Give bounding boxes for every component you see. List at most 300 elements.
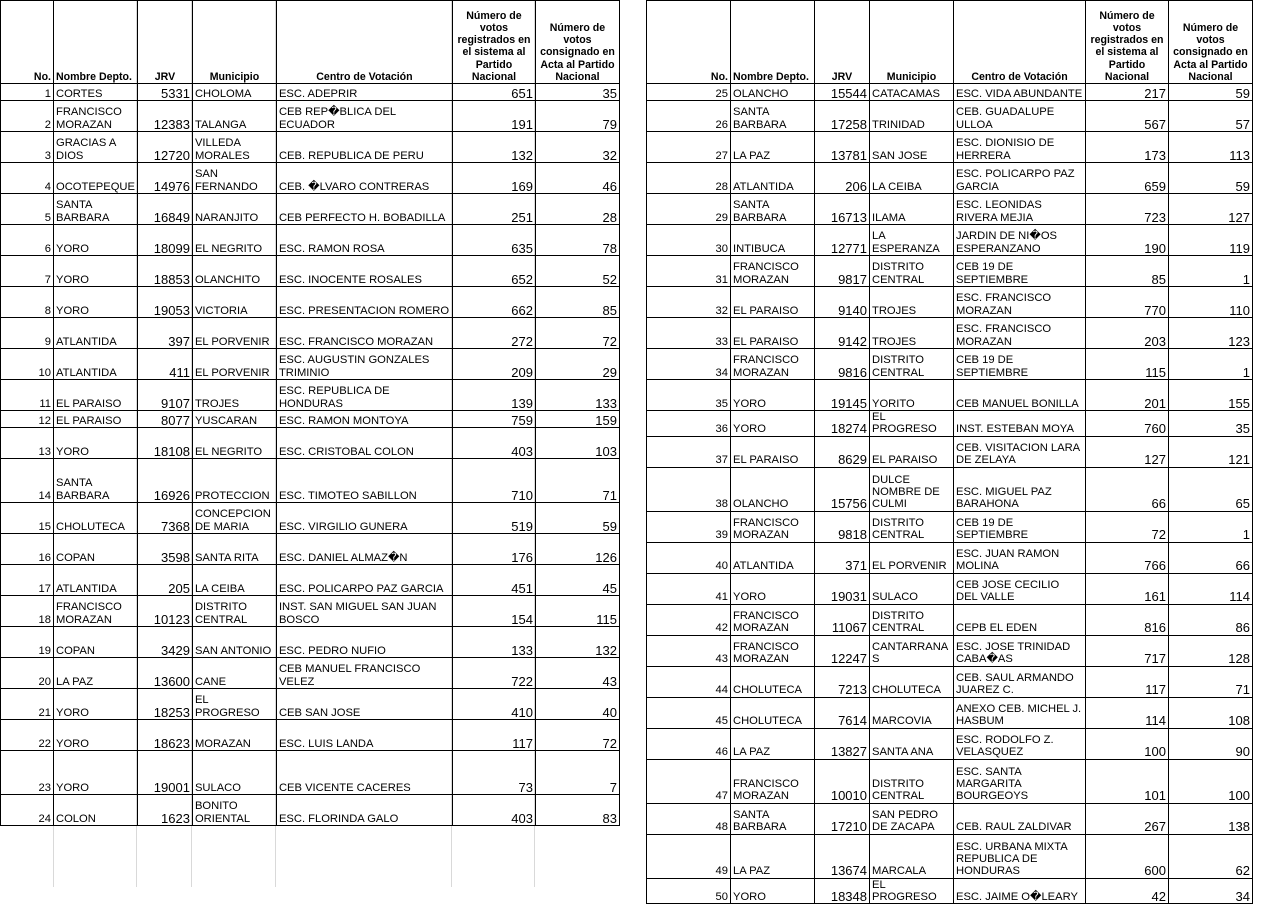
row-registrados: 662 bbox=[452, 287, 535, 318]
row-centro: ESC. FRANCISCO MORAZAN bbox=[954, 287, 1086, 318]
row-municipio: SULACO bbox=[870, 573, 954, 604]
header-centro: Centro de Votación bbox=[954, 1, 1086, 84]
row-no: 1 bbox=[1, 84, 54, 101]
row-municipio: SAN ANTONIO bbox=[192, 627, 276, 658]
header-consignado: Número de votos consignado en Acta al Partido Nacional bbox=[1169, 1, 1253, 84]
table-row bbox=[1, 689, 620, 720]
row-no: 9 bbox=[1, 318, 54, 349]
table-row bbox=[647, 511, 1253, 542]
row-registrados: 133 bbox=[452, 627, 535, 658]
table-row bbox=[1, 256, 620, 287]
row-centro: ESC. RAMON MONTOYA bbox=[276, 411, 452, 428]
row-municipio: SAN FERNANDO bbox=[192, 163, 276, 194]
row-jrv: 10010 bbox=[815, 759, 870, 803]
row-consignado: 159 bbox=[535, 411, 619, 428]
row-consignado: 71 bbox=[1169, 666, 1253, 697]
row-municipio: EL PROGRESO bbox=[870, 411, 954, 437]
table-row bbox=[1, 627, 620, 658]
row-depto: FRANCISCO MORAZAN bbox=[731, 604, 815, 635]
row-no: 20 bbox=[1, 658, 54, 689]
row-consignado: 121 bbox=[1169, 436, 1253, 467]
row-centro: INST. SAN MIGUEL SAN JUAN BOSCO bbox=[276, 596, 452, 627]
row-municipio: LA ESPERANZA bbox=[870, 225, 954, 256]
row-centro: CEB 19 DE SEPTIEMBRE bbox=[954, 256, 1086, 287]
row-jrv: 12720 bbox=[137, 132, 192, 163]
row-depto: YORO bbox=[54, 428, 138, 459]
row-depto: EL PARAISO bbox=[731, 287, 815, 318]
row-consignado: 115 bbox=[535, 596, 619, 627]
row-jrv: 7614 bbox=[815, 697, 870, 728]
row-registrados: 201 bbox=[1086, 380, 1169, 411]
row-municipio: TROJES bbox=[870, 318, 954, 349]
row-registrados: 760 bbox=[1086, 411, 1169, 437]
row-centro: ESC. REPUBLICA DE HONDURAS bbox=[276, 380, 452, 411]
row-jrv: 19001 bbox=[137, 751, 192, 795]
row-no: 47 bbox=[647, 759, 731, 803]
row-no: 42 bbox=[647, 604, 731, 635]
row-consignado: 126 bbox=[535, 534, 619, 565]
table-row bbox=[1, 428, 620, 459]
row-consignado: 132 bbox=[535, 627, 619, 658]
row-municipio: EL PROGRESO bbox=[192, 689, 276, 720]
row-registrados: 161 bbox=[1086, 573, 1169, 604]
row-depto: INTIBUCA bbox=[731, 225, 815, 256]
row-municipio: DULCE NOMBRE DE CULMI bbox=[870, 467, 954, 511]
row-jrv: 10123 bbox=[137, 596, 192, 627]
row-registrados: 722 bbox=[452, 658, 535, 689]
row-consignado: 103 bbox=[535, 428, 619, 459]
header-depto: Nombre Depto. bbox=[731, 1, 815, 84]
row-depto: COPAN bbox=[54, 534, 138, 565]
row-consignado: 62 bbox=[1169, 834, 1253, 878]
row-depto: CORTES bbox=[54, 84, 138, 101]
row-consignado: 59 bbox=[535, 503, 619, 534]
row-jrv: 8629 bbox=[815, 436, 870, 467]
row-centro: CEB. �LVARO CONTRERAS bbox=[276, 163, 452, 194]
row-centro: CEB MANUEL FRANCISCO VELEZ bbox=[276, 658, 452, 689]
row-consignado: 1 bbox=[1169, 511, 1253, 542]
row-no: 19 bbox=[1, 627, 54, 658]
row-municipio: CANE bbox=[192, 658, 276, 689]
row-no: 35 bbox=[647, 380, 731, 411]
row-consignado: 110 bbox=[1169, 287, 1253, 318]
row-consignado: 79 bbox=[535, 101, 619, 132]
table-row bbox=[1, 459, 620, 503]
row-depto: FRANCISCO MORAZAN bbox=[731, 635, 815, 666]
row-depto: GRACIAS A DIOS bbox=[54, 132, 138, 163]
row-no: 34 bbox=[647, 349, 731, 380]
row-jrv: 16713 bbox=[815, 194, 870, 225]
row-depto: SANTA BARBARA bbox=[731, 803, 815, 834]
row-no: 22 bbox=[1, 720, 54, 751]
row-municipio: MARCOVIA bbox=[870, 697, 954, 728]
row-no: 46 bbox=[647, 728, 731, 759]
row-no: 39 bbox=[647, 511, 731, 542]
row-consignado: 113 bbox=[1169, 132, 1253, 163]
row-depto: SANTA BARBARA bbox=[54, 194, 138, 225]
row-depto: OCOTEPEQUE bbox=[54, 163, 138, 194]
row-centro: CEB 19 DE SEPTIEMBRE bbox=[954, 349, 1086, 380]
header-jrv: JRV bbox=[815, 1, 870, 84]
row-centro: ESC. TIMOTEO SABILLON bbox=[276, 459, 452, 503]
row-no: 7 bbox=[1, 256, 54, 287]
table-row bbox=[1, 751, 620, 795]
row-consignado: 133 bbox=[535, 380, 619, 411]
table-row bbox=[647, 573, 1253, 604]
table-row bbox=[647, 759, 1253, 803]
table-row bbox=[647, 728, 1253, 759]
row-consignado: 35 bbox=[1169, 411, 1253, 437]
row-jrv: 17258 bbox=[815, 101, 870, 132]
row-consignado: 29 bbox=[535, 349, 619, 380]
table-row bbox=[1, 411, 620, 428]
row-no: 50 bbox=[647, 878, 731, 904]
row-jrv: 13600 bbox=[137, 658, 192, 689]
table-row bbox=[647, 467, 1253, 511]
table-row bbox=[647, 542, 1253, 573]
row-consignado: 28 bbox=[535, 194, 619, 225]
row-centro: ESC. DIONISIO DE HERRERA bbox=[954, 132, 1086, 163]
row-registrados: 101 bbox=[1086, 759, 1169, 803]
row-consignado: 114 bbox=[1169, 573, 1253, 604]
row-municipio: MARCALA bbox=[870, 834, 954, 878]
row-jrv: 12247 bbox=[815, 635, 870, 666]
row-depto: SANTA BARBARA bbox=[731, 101, 815, 132]
table-row bbox=[647, 697, 1253, 728]
row-consignado: 138 bbox=[1169, 803, 1253, 834]
row-centro: ESC. RODOLFO Z. VELASQUEZ bbox=[954, 728, 1086, 759]
row-centro: ESC. PRESENTACION ROMERO bbox=[276, 287, 452, 318]
row-no: 31 bbox=[647, 256, 731, 287]
row-jrv: 16926 bbox=[137, 459, 192, 503]
row-centro: ANEXO CEB. MICHEL J. HASBUM bbox=[954, 697, 1086, 728]
table-row bbox=[1, 534, 620, 565]
row-no: 36 bbox=[647, 411, 731, 437]
row-depto: FRANCISCO MORAZAN bbox=[731, 759, 815, 803]
row-registrados: 66 bbox=[1086, 467, 1169, 511]
row-consignado: 72 bbox=[535, 720, 619, 751]
table-row bbox=[647, 635, 1253, 666]
row-no: 29 bbox=[647, 194, 731, 225]
row-depto: COPAN bbox=[54, 627, 138, 658]
table-row bbox=[1, 658, 620, 689]
row-registrados: 127 bbox=[1086, 436, 1169, 467]
row-jrv: 18623 bbox=[137, 720, 192, 751]
row-registrados: 217 bbox=[1086, 84, 1169, 101]
right-table bbox=[646, 0, 1253, 904]
row-consignado: 34 bbox=[1169, 878, 1253, 904]
row-depto: LA PAZ bbox=[731, 728, 815, 759]
row-jrv: 13781 bbox=[815, 132, 870, 163]
row-no: 33 bbox=[647, 318, 731, 349]
row-consignado: 127 bbox=[1169, 194, 1253, 225]
row-depto: EL PARAISO bbox=[54, 380, 138, 411]
table-row bbox=[647, 803, 1253, 834]
row-no: 32 bbox=[647, 287, 731, 318]
row-jrv: 19145 bbox=[815, 380, 870, 411]
row-no: 16 bbox=[1, 534, 54, 565]
row-municipio: ILAMA bbox=[870, 194, 954, 225]
table-row bbox=[647, 225, 1253, 256]
table-row bbox=[647, 84, 1253, 101]
row-consignado: 128 bbox=[1169, 635, 1253, 666]
row-centro: ESC. JUAN RAMON MOLINA bbox=[954, 542, 1086, 573]
row-municipio: NARANJITO bbox=[192, 194, 276, 225]
table-row bbox=[1, 503, 620, 534]
row-no: 6 bbox=[1, 225, 54, 256]
row-consignado: 32 bbox=[535, 132, 619, 163]
row-municipio: EL PARAISO bbox=[870, 436, 954, 467]
row-jrv: 18099 bbox=[137, 225, 192, 256]
row-consignado: 123 bbox=[1169, 318, 1253, 349]
row-municipio: DISTRITO CENTRAL bbox=[870, 349, 954, 380]
row-centro: ESC. MIGUEL PAZ BARAHONA bbox=[954, 467, 1086, 511]
row-consignado: 66 bbox=[1169, 542, 1253, 573]
row-consignado: 83 bbox=[535, 795, 619, 826]
header-row bbox=[647, 1, 1253, 84]
row-municipio: OLANCHITO bbox=[192, 256, 276, 287]
row-centro: ESC. SANTA MARGARITA BOURGEOYS bbox=[954, 759, 1086, 803]
row-depto: YORO bbox=[54, 751, 138, 795]
row-municipio: VILLEDA MORALES bbox=[192, 132, 276, 163]
row-jrv: 5331 bbox=[137, 84, 192, 101]
row-registrados: 766 bbox=[1086, 542, 1169, 573]
row-consignado: 59 bbox=[1169, 84, 1253, 101]
row-registrados: 710 bbox=[452, 459, 535, 503]
row-centro: CEB MANUEL BONILLA bbox=[954, 380, 1086, 411]
row-depto: YORO bbox=[731, 411, 815, 437]
row-centro: CEB. REPUBLICA DE PERU bbox=[276, 132, 452, 163]
row-centro: ESC. URBANA MIXTA REPUBLICA DE HONDURAS bbox=[954, 834, 1086, 878]
header-no: No. bbox=[1, 1, 54, 84]
header-jrv: JRV bbox=[137, 1, 192, 84]
row-municipio: SULACO bbox=[192, 751, 276, 795]
table-row bbox=[1, 194, 620, 225]
row-registrados: 403 bbox=[452, 795, 535, 826]
row-no: 45 bbox=[647, 697, 731, 728]
row-municipio: DISTRITO CENTRAL bbox=[192, 596, 276, 627]
row-jrv: 19053 bbox=[137, 287, 192, 318]
row-depto: YORO bbox=[54, 256, 138, 287]
row-municipio: SANTA RITA bbox=[192, 534, 276, 565]
row-registrados: 117 bbox=[1086, 666, 1169, 697]
row-registrados: 519 bbox=[452, 503, 535, 534]
row-jrv: 9816 bbox=[815, 349, 870, 380]
row-registrados: 723 bbox=[1086, 194, 1169, 225]
row-centro: ESC. FRANCISCO MORAZAN bbox=[276, 318, 452, 349]
row-municipio: EL PORVENIR bbox=[192, 349, 276, 380]
row-consignado: 119 bbox=[1169, 225, 1253, 256]
row-registrados: 403 bbox=[452, 428, 535, 459]
row-municipio: YUSCARAN bbox=[192, 411, 276, 428]
row-no: 49 bbox=[647, 834, 731, 878]
row-no: 38 bbox=[647, 467, 731, 511]
row-jrv: 11067 bbox=[815, 604, 870, 635]
row-registrados: 169 bbox=[452, 163, 535, 194]
row-centro: CEB 19 DE SEPTIEMBRE bbox=[954, 511, 1086, 542]
row-depto: CHOLUTECA bbox=[54, 503, 138, 534]
row-depto: CHOLUTECA bbox=[731, 666, 815, 697]
row-no: 21 bbox=[1, 689, 54, 720]
row-centro: CEB. GUADALUPE ULLOA bbox=[954, 101, 1086, 132]
row-municipio: DISTRITO CENTRAL bbox=[870, 256, 954, 287]
table-row bbox=[1, 287, 620, 318]
row-centro: CEB PERFECTO H. BOBADILLA bbox=[276, 194, 452, 225]
row-municipio: EL NEGRITO bbox=[192, 428, 276, 459]
row-consignado: 100 bbox=[1169, 759, 1253, 803]
row-municipio: SAN PEDRO DE ZACAPA bbox=[870, 803, 954, 834]
row-municipio: PROTECCION bbox=[192, 459, 276, 503]
row-registrados: 770 bbox=[1086, 287, 1169, 318]
row-registrados: 410 bbox=[452, 689, 535, 720]
row-municipio: CANTARRANA S bbox=[870, 635, 954, 666]
table-row bbox=[1, 318, 620, 349]
header-registrados: Número de votos registrados en el sistema al Partido Nacional bbox=[1086, 1, 1169, 84]
row-depto: EL PARAISO bbox=[731, 318, 815, 349]
table-row bbox=[1, 84, 620, 101]
row-no: 24 bbox=[1, 795, 54, 826]
row-registrados: 115 bbox=[1086, 349, 1169, 380]
table-row bbox=[647, 101, 1253, 132]
table-row bbox=[647, 666, 1253, 697]
row-registrados: 652 bbox=[452, 256, 535, 287]
row-jrv: 16849 bbox=[137, 194, 192, 225]
row-depto: LA PAZ bbox=[54, 658, 138, 689]
table-row bbox=[1, 225, 620, 256]
row-registrados: 85 bbox=[1086, 256, 1169, 287]
row-centro: ESC. FRANCISCO MORAZAN bbox=[954, 318, 1086, 349]
row-centro: ESC. VIRGILIO GUNERA bbox=[276, 503, 452, 534]
row-no: 40 bbox=[647, 542, 731, 573]
row-no: 25 bbox=[647, 84, 731, 101]
row-registrados: 72 bbox=[1086, 511, 1169, 542]
row-municipio: TROJES bbox=[870, 287, 954, 318]
header-no: No. bbox=[647, 1, 731, 84]
row-depto: YORO bbox=[54, 720, 138, 751]
row-depto: COLON bbox=[54, 795, 138, 826]
row-centro: CEB. VISITACION LARA DE ZELAYA bbox=[954, 436, 1086, 467]
row-no: 26 bbox=[647, 101, 731, 132]
row-no: 28 bbox=[647, 163, 731, 194]
row-municipio: YORITO bbox=[870, 380, 954, 411]
row-centro: ESC. PEDRO NUFIO bbox=[276, 627, 452, 658]
row-no: 30 bbox=[647, 225, 731, 256]
row-centro: ESC. JAIME O�LEARY bbox=[954, 878, 1086, 904]
row-depto: ATLANTIDA bbox=[54, 349, 138, 380]
row-municipio: BONITO ORIENTAL bbox=[192, 795, 276, 826]
table-row bbox=[647, 834, 1253, 878]
row-consignado: 1 bbox=[1169, 256, 1253, 287]
row-jrv: 206 bbox=[815, 163, 870, 194]
row-depto: SANTA BARBARA bbox=[731, 194, 815, 225]
row-jrv: 9140 bbox=[815, 287, 870, 318]
row-registrados: 600 bbox=[1086, 834, 1169, 878]
row-registrados: 139 bbox=[452, 380, 535, 411]
row-jrv: 15756 bbox=[815, 467, 870, 511]
row-registrados: 651 bbox=[452, 84, 535, 101]
row-registrados: 203 bbox=[1086, 318, 1169, 349]
header-municipio: Municipio bbox=[870, 1, 954, 84]
row-depto: YORO bbox=[54, 287, 138, 318]
table-row bbox=[647, 132, 1253, 163]
row-jrv: 9817 bbox=[815, 256, 870, 287]
row-no: 48 bbox=[647, 803, 731, 834]
row-registrados: 209 bbox=[452, 349, 535, 380]
row-depto: ATLANTIDA bbox=[731, 542, 815, 573]
row-jrv: 18853 bbox=[137, 256, 192, 287]
row-centro: CEB. RAUL ZALDIVAR bbox=[954, 803, 1086, 834]
row-jrv: 7213 bbox=[815, 666, 870, 697]
row-depto: FRANCISCO MORAZAN bbox=[54, 101, 138, 132]
row-municipio: VICTORIA bbox=[192, 287, 276, 318]
row-jrv: 14976 bbox=[137, 163, 192, 194]
row-municipio: CATACAMAS bbox=[870, 84, 954, 101]
row-registrados: 132 bbox=[452, 132, 535, 163]
row-depto: ATLANTIDA bbox=[731, 163, 815, 194]
row-municipio: EL NEGRITO bbox=[192, 225, 276, 256]
row-registrados: 154 bbox=[452, 596, 535, 627]
row-consignado: 72 bbox=[535, 318, 619, 349]
row-consignado: 71 bbox=[535, 459, 619, 503]
row-registrados: 42 bbox=[1086, 878, 1169, 904]
header-consignado: Número de votos consignado en Acta al Partido Nacional bbox=[535, 1, 619, 84]
row-depto: YORO bbox=[731, 878, 815, 904]
row-consignado: 155 bbox=[1169, 380, 1253, 411]
right-table-body bbox=[647, 84, 1253, 904]
row-registrados: 567 bbox=[1086, 101, 1169, 132]
row-depto: ATLANTIDA bbox=[54, 565, 138, 596]
row-registrados: 451 bbox=[452, 565, 535, 596]
row-depto: EL PARAISO bbox=[54, 411, 138, 428]
row-jrv: 17210 bbox=[815, 803, 870, 834]
row-consignado: 65 bbox=[1169, 467, 1253, 511]
row-depto: YORO bbox=[731, 380, 815, 411]
row-no: 37 bbox=[647, 436, 731, 467]
row-consignado: 7 bbox=[535, 751, 619, 795]
row-depto: FRANCISCO MORAZAN bbox=[731, 349, 815, 380]
row-centro: ESC. CRISTOBAL COLON bbox=[276, 428, 452, 459]
row-no: 15 bbox=[1, 503, 54, 534]
row-no: 11 bbox=[1, 380, 54, 411]
row-registrados: 635 bbox=[452, 225, 535, 256]
row-centro: CEB. SAUL ARMANDO JUAREZ C. bbox=[954, 666, 1086, 697]
row-consignado: 90 bbox=[1169, 728, 1253, 759]
row-jrv: 397 bbox=[137, 318, 192, 349]
row-jrv: 19031 bbox=[815, 573, 870, 604]
row-municipio: LA CEIBA bbox=[192, 565, 276, 596]
row-centro: ESC. RAMON ROSA bbox=[276, 225, 452, 256]
row-municipio: TROJES bbox=[192, 380, 276, 411]
row-no: 14 bbox=[1, 459, 54, 503]
row-no: 27 bbox=[647, 132, 731, 163]
row-municipio: EL PORVENIR bbox=[870, 542, 954, 573]
row-centro: CEPB EL EDEN bbox=[954, 604, 1086, 635]
row-depto: FRANCISCO MORAZAN bbox=[54, 596, 138, 627]
row-consignado: 1 bbox=[1169, 349, 1253, 380]
row-municipio: SAN JOSE bbox=[870, 132, 954, 163]
row-depto: SANTA BARBARA bbox=[54, 459, 138, 503]
row-centro: JARDIN DE NI�OS ESPERANZANO bbox=[954, 225, 1086, 256]
row-no: 3 bbox=[1, 132, 54, 163]
row-municipio: CHOLUTECA bbox=[870, 666, 954, 697]
left-table-body bbox=[1, 84, 620, 826]
row-jrv: 18274 bbox=[815, 411, 870, 437]
row-jrv: 7368 bbox=[137, 503, 192, 534]
row-registrados: 816 bbox=[1086, 604, 1169, 635]
row-no: 17 bbox=[1, 565, 54, 596]
row-depto: YORO bbox=[54, 225, 138, 256]
row-municipio: DISTRITO CENTRAL bbox=[870, 604, 954, 635]
